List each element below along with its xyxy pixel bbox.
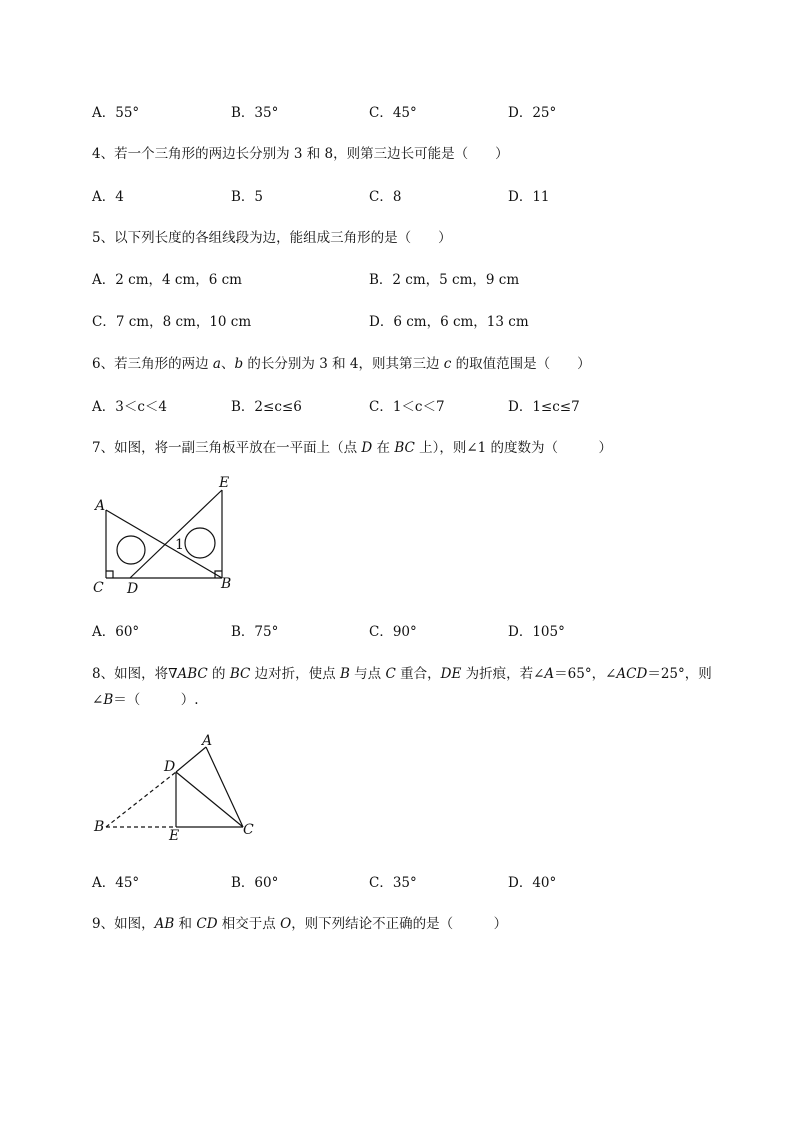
q6-var-b: b (234, 356, 244, 372)
q6-stem-text: 6、若三角形的两边 (92, 356, 213, 372)
q6-var-a: a (212, 356, 221, 372)
q5-option-c: C．7 cm，8 cm，10 cm (92, 314, 252, 330)
q4-option-b: B．5 (231, 189, 264, 205)
q7-label-a: A (95, 498, 106, 514)
q8-label-e: E (169, 828, 180, 844)
q8-option-c: C．35° (369, 875, 417, 891)
q8-label-a: A (202, 733, 213, 749)
q4-option-a: A．4 (92, 189, 124, 205)
q8-label-b: B (94, 819, 105, 835)
q8-stem-text: ∠ (92, 692, 104, 708)
q9-stem-text: 和 (174, 916, 197, 932)
q7-option-a: A．60° (92, 624, 140, 640)
q9-var-o: O (280, 916, 292, 932)
q8-var: B (103, 692, 114, 708)
q7-label-c: C (93, 580, 104, 596)
q8-line-da (176, 747, 206, 772)
q9-stem-text: 相交于点 (217, 916, 281, 932)
q6-option-a: A．3＜c＜4 (92, 399, 167, 415)
q8-var: BC (229, 666, 251, 682)
q4-stem: 4、若一个三角形的两边长分别为 3 和 8，则第三边长可能是（ ） (92, 146, 509, 162)
q6-option-d: D．1≤c≤7 (508, 399, 580, 415)
q3-option-d: D．25° (508, 105, 557, 121)
q8-stem-text: 的 (207, 666, 230, 682)
q7-option-c: C．90° (369, 624, 417, 640)
q8-var: ACD (616, 666, 648, 682)
q3-option-a: A．55° (92, 105, 140, 121)
q8-label-d: D (164, 759, 176, 775)
q8-var: A (544, 666, 555, 682)
q7-var-d: D (361, 440, 373, 456)
q7-label-angle-1: 1 (175, 537, 184, 553)
q8-line-dc (176, 772, 243, 827)
q9-var-ab: AB (154, 916, 175, 932)
q8-stem-text: 与点 (349, 666, 386, 682)
q6-option-c: C．1＜c＜7 (369, 399, 445, 415)
q8-var: C (385, 666, 396, 682)
q7-label-b: B (221, 576, 232, 592)
q7-label-d: D (127, 581, 139, 597)
q9-stem-text: 9、如图， (92, 916, 155, 932)
q8-stem-text: ＝（ ）. (113, 692, 199, 708)
q8-line-bd-dashed (106, 772, 176, 827)
q5-option-d: D．6 cm，6 cm，13 cm (369, 314, 529, 330)
q5-stem: 5、以下列长度的各组线段为边，能组成三角形的是（ ） (92, 230, 452, 246)
q8-stem-text: ＝25°，则 (647, 666, 712, 682)
q7-option-b: B．75° (231, 624, 279, 640)
q8-label-c: C (243, 822, 254, 838)
q7-stem-text: 上），则∠1 的度数为（ ） (414, 440, 613, 456)
q8-stem-text: ＝65°，∠ (554, 666, 617, 682)
q8-stem-text: 8、如图，将∇ (92, 666, 178, 682)
q8-option-b: B．60° (231, 875, 279, 891)
q7-stem-text: 7、如图，将一副三角板平放在一平面上（点 (92, 440, 362, 456)
q7-option-d: D．105° (508, 624, 565, 640)
q7-stem-text: 在 (372, 440, 395, 456)
q9-stem (92, 912, 507, 932)
q5-option-a: A．2 cm，4 cm，6 cm (92, 272, 242, 288)
q3-option-b: B．35° (231, 105, 279, 121)
q6-var-c: c (443, 356, 452, 372)
q9-stem-text: ，则下列结论不正确的是（ ） (291, 916, 508, 932)
q3-option-c: C．45° (369, 105, 417, 121)
q8-option-a: A．45° (92, 875, 140, 891)
q8-line-ac (206, 747, 243, 827)
q8-stem-text: 边对折，使点 (250, 666, 340, 682)
q8-var: DE (440, 666, 462, 682)
q7-var-bc: BC (394, 440, 415, 456)
q6-stem-text: 、 (220, 356, 235, 372)
q8-var: ABC (177, 666, 208, 682)
q8-stem-text: 为折痕，若∠ (461, 666, 545, 682)
q8-stem-text: 重合， (395, 666, 441, 682)
q7-label-e: E (219, 475, 230, 491)
q4-option-d: D．11 (508, 189, 550, 205)
q8-var: B (339, 666, 350, 682)
q4-option-c: C．8 (369, 189, 402, 205)
q6-stem-text: 的取值范围是（ ） (451, 356, 591, 372)
q6-option-b: B．2≤c≤6 (231, 399, 302, 415)
q9-var-cd: CD (196, 916, 218, 932)
q8-option-d: D．40° (508, 875, 557, 891)
q6-stem-text: 的长分别为 3 和 4，则其第三边 (243, 356, 444, 372)
q5-option-b: B．2 cm，5 cm，9 cm (369, 272, 520, 288)
